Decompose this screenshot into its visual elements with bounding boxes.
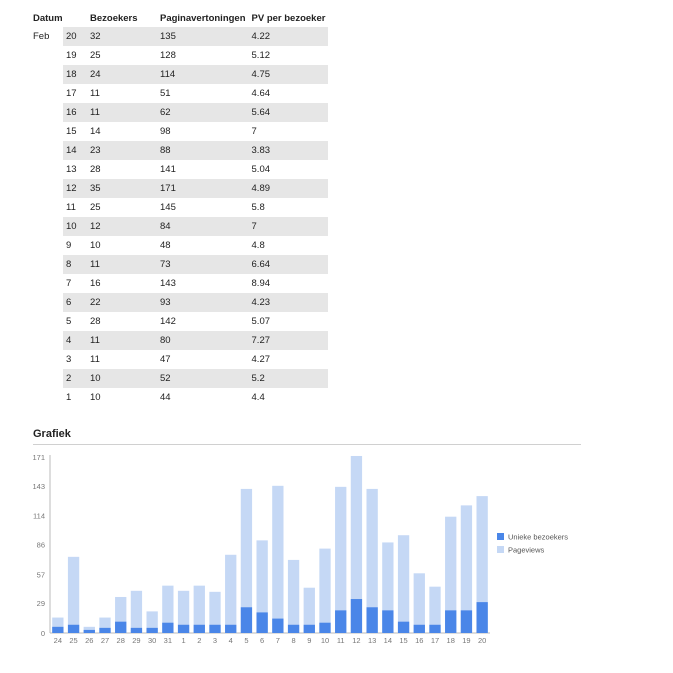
- cell-visitors: 23: [87, 141, 157, 160]
- bar-unieke-bezoekers: [84, 630, 95, 633]
- cell-ratio: 4.64: [251, 88, 271, 99]
- bar-unieke-bezoekers: [146, 628, 157, 633]
- cell-pageviews: 62: [157, 103, 249, 122]
- cell-ratio: 7.27: [249, 331, 329, 350]
- cell-day: 10: [63, 217, 87, 236]
- bar-unieke-bezoekers: [272, 619, 283, 633]
- cell-visitors: 16: [90, 278, 101, 289]
- cell-visitors: 32: [87, 27, 157, 46]
- bar-unieke-bezoekers: [288, 625, 299, 633]
- cell-ratio: 3.83: [249, 141, 329, 160]
- bar-unieke-bezoekers: [68, 625, 79, 633]
- legend-label-unieke-bezoekers: Unieke bezoekers: [508, 532, 569, 542]
- cell-day: 19: [66, 50, 77, 61]
- header-bezoekers: Bezoekers: [90, 12, 138, 24]
- cell-ratio: 7: [251, 126, 257, 137]
- cell-ratio: 5.2: [249, 369, 329, 388]
- bar-unieke-bezoekers: [445, 610, 456, 633]
- x-tick-label: 1: [181, 636, 186, 645]
- x-tick-label: 30: [147, 636, 157, 645]
- cell-pageviews: 98: [160, 126, 171, 137]
- x-tick-label: 31: [163, 636, 173, 645]
- cell-ratio: 7: [249, 217, 329, 236]
- x-tick-label: 14: [383, 636, 393, 645]
- cell-visitors: 10: [87, 369, 157, 388]
- bar-pageviews: [398, 535, 409, 633]
- cell-day: 14: [63, 141, 87, 160]
- cell-pageviews: 47: [160, 354, 171, 365]
- cell-pageviews: 143: [160, 278, 176, 289]
- x-tick-label: 25: [69, 636, 78, 645]
- bar-pageviews: [288, 560, 299, 633]
- x-tick-label: 8: [291, 636, 296, 645]
- x-tick-label: 2: [197, 636, 202, 645]
- x-tick-label: 10: [320, 636, 330, 645]
- cell-visitors: 10: [90, 240, 101, 251]
- cell-day: 1: [66, 392, 72, 403]
- cell-day: 13: [66, 164, 77, 175]
- x-tick-label: 17: [430, 636, 440, 645]
- cell-visitors: 22: [87, 293, 157, 312]
- x-tick-label: 20: [477, 636, 487, 645]
- x-tick-label: 12: [352, 636, 361, 645]
- cell-pageviews: 84: [157, 217, 249, 236]
- x-tick-label: 26: [85, 636, 94, 645]
- y-tick-label: 143: [32, 481, 45, 491]
- cell-pageviews: 142: [160, 316, 176, 327]
- x-tick-label: 5: [244, 636, 249, 645]
- y-tick-label: 0: [40, 629, 45, 638]
- bar-unieke-bezoekers: [194, 625, 205, 633]
- legend-swatch-pageviews: [497, 546, 504, 553]
- x-tick-label: 24: [53, 636, 63, 645]
- x-tick-label: 28: [116, 636, 125, 645]
- x-tick-label: 3: [212, 636, 218, 645]
- bar-unieke-bezoekers: [115, 622, 126, 633]
- bar-unieke-bezoekers: [319, 623, 330, 633]
- cell-ratio: 6.64: [249, 255, 329, 274]
- x-tick-label: 16: [415, 636, 424, 645]
- bar-pageviews: [225, 555, 236, 633]
- x-tick-label: 19: [462, 636, 471, 645]
- cell-ratio: 4.23: [249, 293, 329, 312]
- cell-pageviews: 51: [160, 88, 171, 99]
- x-tick-label: 27: [100, 636, 110, 645]
- cell-pageviews: 171: [157, 179, 249, 198]
- x-tick-label: 29: [132, 636, 141, 645]
- cell-visitors: 11: [87, 255, 157, 274]
- cell-visitors: 25: [90, 50, 101, 61]
- bar-pageviews: [272, 486, 283, 633]
- x-tick-label: 9: [307, 636, 312, 645]
- y-tick-label: 114: [33, 511, 45, 521]
- bar-unieke-bezoekers: [398, 622, 409, 633]
- x-tick-label: 6: [260, 636, 265, 645]
- header-datum: Datum: [33, 12, 63, 24]
- cell-ratio: 4.22: [249, 27, 329, 46]
- bar-unieke-bezoekers: [476, 602, 487, 633]
- bar-pageviews: [68, 557, 79, 633]
- bar-unieke-bezoekers: [351, 599, 362, 633]
- bar-pageviews: [414, 573, 425, 633]
- cell-visitors: 10: [90, 392, 101, 403]
- bar-pageviews: [319, 549, 330, 633]
- x-tick-label: 7: [275, 636, 280, 645]
- cell-pageviews: 88: [157, 141, 249, 160]
- cell-day: 4: [63, 331, 87, 350]
- bar-unieke-bezoekers: [209, 625, 220, 633]
- bar-unieke-bezoekers: [178, 625, 189, 633]
- header-paginavertoningen: Paginavertoningen: [160, 12, 246, 24]
- bar-unieke-bezoekers: [461, 610, 472, 633]
- y-tick-label: 29: [36, 599, 45, 609]
- cell-visitors: 24: [87, 65, 157, 84]
- bar-unieke-bezoekers: [241, 607, 252, 633]
- cell-day: 12: [63, 179, 87, 198]
- x-tick-label: 15: [399, 636, 408, 645]
- cell-day: 15: [66, 126, 77, 137]
- x-tick-label: 4: [228, 636, 233, 645]
- cell-visitors: 35: [87, 179, 157, 198]
- cell-visitors: 28: [90, 164, 101, 175]
- cell-visitors: 11: [87, 331, 157, 350]
- cell-ratio: 5.07: [251, 316, 271, 327]
- cell-ratio: 5.04: [251, 164, 271, 175]
- bar-unieke-bezoekers: [366, 607, 377, 633]
- cell-ratio: 4.27: [251, 354, 271, 365]
- cell-pageviews: 52: [157, 369, 249, 388]
- cell-ratio: 8.94: [251, 278, 271, 289]
- cell-day: 20: [63, 27, 87, 46]
- cell-day: 17: [66, 88, 77, 99]
- cell-pageviews: 93: [157, 293, 249, 312]
- cell-pageviews: 80: [157, 331, 249, 350]
- bar-unieke-bezoekers: [131, 628, 142, 633]
- legend-swatch-unieke-bezoekers: [497, 533, 504, 540]
- cell-ratio: 4.4: [251, 392, 265, 403]
- cell-pageviews: 48: [160, 240, 171, 251]
- cell-visitors: 25: [90, 202, 101, 213]
- x-tick-label: 13: [367, 636, 377, 645]
- bar-unieke-bezoekers: [162, 623, 173, 633]
- legend-label-pageviews: Pageviews: [508, 545, 545, 555]
- cell-day: 3: [66, 354, 72, 365]
- y-tick-label: 57: [36, 570, 45, 580]
- cell-month: Feb: [30, 27, 63, 46]
- cell-visitors: 12: [87, 217, 157, 236]
- bar-unieke-bezoekers: [52, 627, 63, 633]
- cell-ratio: 4.75: [249, 65, 329, 84]
- x-tick-label: 18: [446, 636, 455, 645]
- chart-title: Grafiek: [33, 428, 71, 440]
- bar-unieke-bezoekers: [256, 612, 267, 633]
- cell-day: 8: [63, 255, 87, 274]
- bar-unieke-bezoekers: [99, 628, 110, 633]
- bar-unieke-bezoekers: [304, 625, 315, 633]
- cell-visitors: 11: [90, 88, 100, 99]
- cell-day: 7: [66, 278, 72, 289]
- cell-day: 16: [63, 103, 87, 122]
- cell-visitors: 28: [90, 316, 101, 327]
- cell-day: 2: [63, 369, 87, 388]
- cell-pageviews: 128: [160, 50, 176, 61]
- cell-day: 18: [63, 65, 87, 84]
- bar-pageviews: [131, 591, 142, 633]
- cell-ratio: 4.89: [249, 179, 329, 198]
- cell-day: 5: [66, 316, 72, 327]
- cell-ratio: 5.64: [249, 103, 329, 122]
- bar-unieke-bezoekers: [225, 625, 236, 633]
- y-tick-label: 86: [36, 540, 45, 550]
- cell-visitors: 14: [90, 126, 101, 137]
- bar-unieke-bezoekers: [429, 625, 440, 633]
- cell-pageviews: 145: [160, 202, 176, 213]
- cell-day: 9: [66, 240, 72, 251]
- x-tick-label: 11: [336, 636, 345, 645]
- bar-unieke-bezoekers: [335, 610, 346, 633]
- bar-unieke-bezoekers: [414, 625, 425, 633]
- header-pv-per-bezoeker: PV per bezoeker: [251, 12, 326, 24]
- cell-day: 6: [63, 293, 87, 312]
- cell-ratio: 5.8: [251, 202, 265, 213]
- y-tick-label: 171: [32, 453, 45, 462]
- cell-pageviews: 135: [157, 27, 249, 46]
- cell-ratio: 5.12: [251, 50, 271, 61]
- cell-pageviews: 141: [160, 164, 176, 175]
- cell-pageviews: 44: [160, 392, 171, 403]
- cell-visitors: 11: [90, 354, 100, 365]
- bar-unieke-bezoekers: [382, 610, 393, 633]
- cell-visitors: 11: [87, 103, 157, 122]
- cell-ratio: 4.8: [251, 240, 265, 251]
- cell-day: 11: [66, 202, 76, 213]
- cell-pageviews: 73: [157, 255, 249, 274]
- cell-pageviews: 114: [157, 65, 249, 84]
